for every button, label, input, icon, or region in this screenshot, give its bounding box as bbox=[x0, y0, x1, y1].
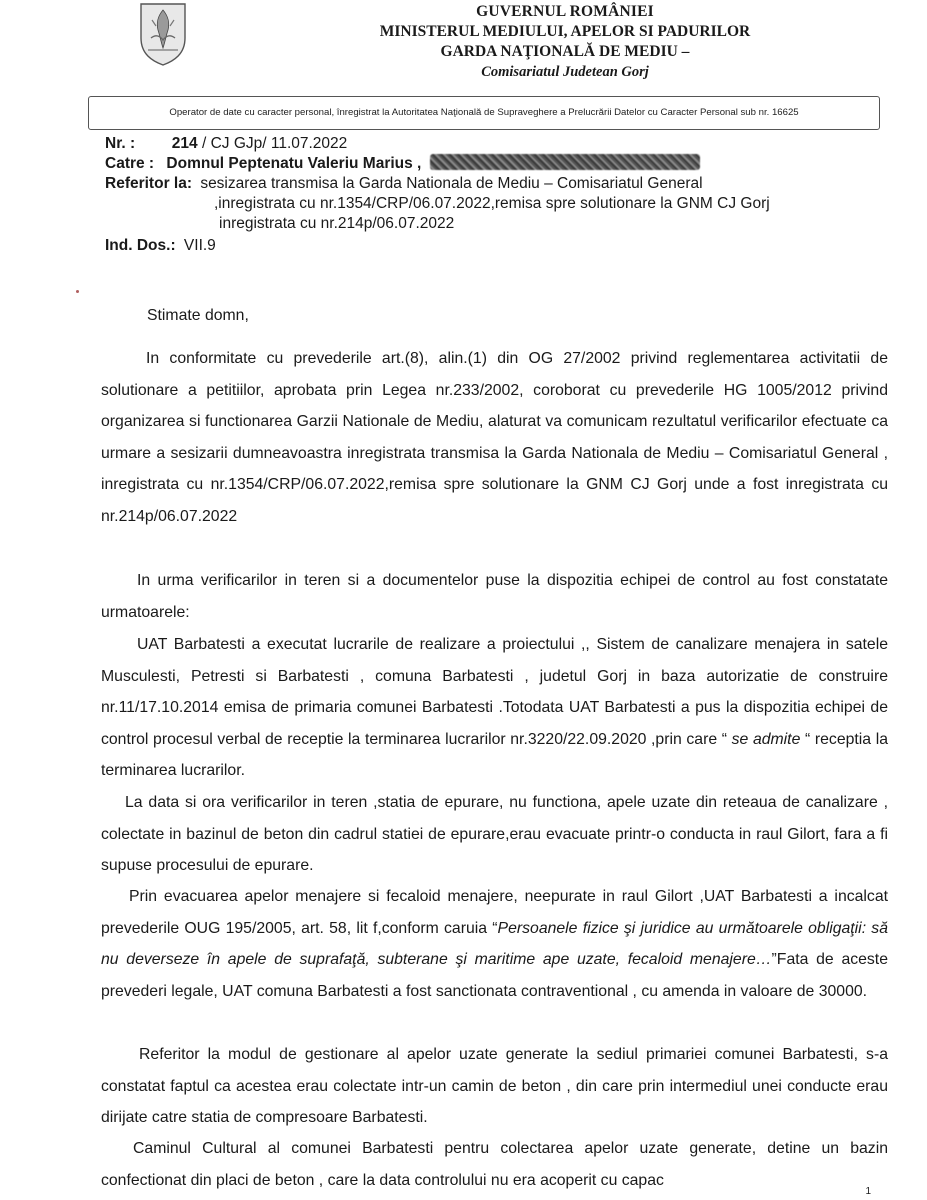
recipient-row bbox=[105, 154, 700, 174]
paragraph-violation-text-end: ”Fata de aceste prevederi legale, UAT comuna Barbatesti a fost sanctionata contraventional , cu amenda in valoare de 30000. bbox=[101, 951, 888, 1000]
nr-rest: / CJ GJp/ 11.07.2022 bbox=[197, 135, 348, 152]
letterhead-government: GUVERNUL ROMÂNIEI bbox=[476, 3, 654, 20]
paragraph-inspection: La data si ora verificarilor in teren ,statia de epurare, nu functiona, apele uzate din reteaua de canalizare , colectate in bazinul de beton din cadrul statiei de epurare,erau evacuate printr-o conducta in raul Gilort, fara a fi supuse procesului de epurare. bbox=[101, 794, 888, 874]
paragraph-cultural-center: Caminul Cultural al comunei Barbatesti pentru colectarea apelor uzate generate, detine un bazin confectionat din placi de beton , care la data controlului nu era acoperit cu capac bbox=[101, 1140, 888, 1189]
referitor-label: Referitor la: bbox=[105, 175, 192, 192]
paragraph-project bbox=[101, 629, 888, 787]
letterhead-office: Comisariatul Judetean Gorj bbox=[481, 64, 649, 80]
letterhead-ministry: MINISTERUL MEDIULUI, APELOR SI PADURILOR bbox=[379, 23, 751, 40]
scan-speck bbox=[76, 290, 79, 293]
paragraph-violation bbox=[101, 881, 888, 1007]
nr-number: 214 bbox=[171, 135, 198, 152]
subject-line2: ,inregistrata cu nr.1354/CRP/06.07.2022,remisa spre solutionare la GNM CJ Gorj bbox=[214, 195, 770, 212]
greeting: Stimate domn, bbox=[147, 307, 249, 324]
paragraph-violation-quote: Persoanele fizice şi juridice au următoarele obligaţii: să nu deverseze în apele de suprafaţă, subterane şi maritime ape uzate, fecaloid menajere… bbox=[101, 919, 888, 968]
referitor-line1: sesizarea transmisa la Garda Nationala de Mediu – Comisariatul General bbox=[200, 175, 703, 192]
redacted-block bbox=[430, 154, 700, 170]
data-operator-notice: Operator de date cu caracter personal, înregistrat la Autoritatea Naţională de Supraveghere a Prelucrării Datelor cu Caracter Personal sub nr. 16625 bbox=[88, 96, 880, 130]
catre-label: Catre : bbox=[105, 155, 155, 172]
paragraph-violation-text: Prin evacuarea apelor menajere si fecaloid menajere, neepurate in raul Gilort ,UAT Barbatesti a incalcat prevederile OUG 195/2005, art. 58, lit f,conform caruia “ bbox=[101, 888, 888, 937]
nr-label: Nr. : bbox=[105, 135, 136, 152]
paragraph-project-text: UAT Barbatesti a executat lucrarile de realizare a proiectului ,, Sistem de canalizare menajera in satele Musculesti, Petresti si Barbatesti , comuna Barbatesti , judetul Gorj in baza autorizatie de construire nr.11/17.10.2014 emisa de primaria comunei Barbatesti .Totodata UAT Barbatesti a pus la dispozitia echipei de control procesul verbal de receptie la terminarea lucrarilor nr.3220/22.09.2020 ,prin care “ bbox=[101, 636, 888, 748]
subject-row bbox=[105, 174, 703, 194]
paragraph-findings-intro: In urma verificarilor in teren si a documentelor puse la dispozitia echipei de control au fost constatate urmatoarele: bbox=[101, 572, 888, 621]
paragraph-project-text-end: “ receptia la terminarea lucrarilor. bbox=[101, 730, 888, 779]
ind-value: VII.9 bbox=[183, 237, 216, 254]
page-number: 1 bbox=[865, 1186, 871, 1197]
paragraph-town-hall: Referitor la modul de gestionare al apelor uzate generate la sediul primariei comunei Barbatesti, s-a constatat faptul ca acestea erau colectate intr-un camin de beton , din care prin intermediul unei conducte erau dirijate catre statia de compresoare Barbatesti. bbox=[101, 1046, 888, 1126]
file-index-row bbox=[105, 236, 216, 256]
paragraph-project-emphasis: se admite bbox=[731, 730, 801, 748]
recipient-name: Domnul Peptenatu Valeriu Marius , bbox=[166, 155, 422, 172]
subject-line3: inregistrata cu nr.214p/06.07.2022 bbox=[219, 215, 455, 232]
coat-of-arms-icon bbox=[138, 0, 188, 66]
ind-label: Ind. Dos.: bbox=[105, 237, 176, 254]
letterhead-agency: GARDA NAŢIONALĂ DE MEDIU – bbox=[440, 43, 690, 60]
letterhead bbox=[250, 2, 880, 82]
reference-number-row bbox=[105, 134, 347, 154]
paragraph-legal-basis: In conformitate cu prevederile art.(8), alin.(1) din OG 27/2002 privind reglementarea activitatii de solutionare a petitiilor, aprobata prin Legea nr.233/2002, coroborat cu prevederile HG 1005/2012 privind organizarea si functionarea Garzii Nationale de Mediu, alaturat va comunicam rezultatul verificarilor efectuate ca urmare a sesizarii dumneavoastra inregistrata transmisa la Garda Nationala de Mediu – Comisariatul General , inregistrata cu nr.1354/CRP/06.07.2022,remisa spre solutionare la GNM CJ Gorj unde a fost inregistrata cu nr.214p/06.07.2022 bbox=[101, 350, 888, 525]
